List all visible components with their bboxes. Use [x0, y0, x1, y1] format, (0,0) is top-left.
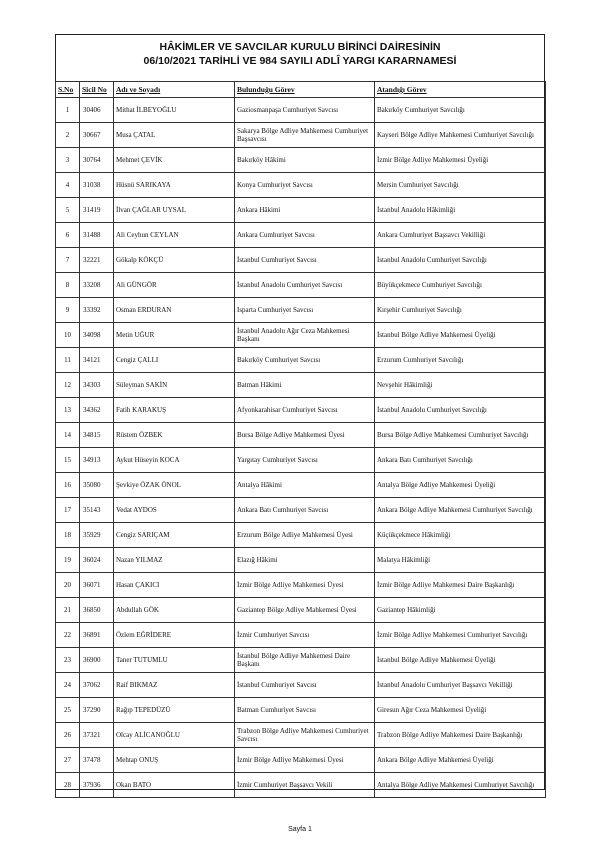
- cell-name: Cengiz ÇALLI: [114, 348, 235, 373]
- cell-current: Erzurum Bölge Adliye Mahkemesi Üyesi: [235, 523, 375, 548]
- cell-no: 10: [56, 323, 80, 348]
- cell-current: Ankara Hâkimi: [235, 198, 375, 223]
- cell-name: Özlem EĞRİDERE: [114, 623, 235, 648]
- cell-no: 11: [56, 348, 80, 373]
- cell-sicil: 36891: [80, 623, 114, 648]
- cell-sicil: 33392: [80, 298, 114, 323]
- cell-no: 3: [56, 148, 80, 173]
- table-row: [56, 623, 546, 648]
- cell-name: Hasan ÇAKICI: [114, 573, 235, 598]
- document-title: [55, 40, 545, 68]
- cell-assigned: Kırşehir Cumhuriyet Savcılığı: [375, 298, 546, 323]
- cell-sicil: 37936: [80, 773, 114, 798]
- cell-current: Yargıtay Cumhuriyet Savcısı: [235, 448, 375, 473]
- cell-current: İstanbul Cumhuriyet Savcısı: [235, 673, 375, 698]
- header-current: Bulunduğu Görev: [235, 82, 375, 98]
- cell-current: Antalya Hâkimi: [235, 473, 375, 498]
- cell-name: Şevkiye ÖZAK ÖNOL: [114, 473, 235, 498]
- header-no: S.No: [56, 82, 80, 98]
- cell-assigned: Ankara Bölge Adliye Mahkemesi Cumhuriyet Savcılığı: [375, 498, 546, 523]
- cell-assigned: Bakırköy Cumhuriyet Savcılığı: [375, 98, 546, 123]
- table-row: [56, 548, 546, 573]
- title-line-1: HÂKİMLER VE SAVCILAR KURULU BİRİNCİ DAİRESİNİN: [159, 41, 441, 53]
- cell-assigned: Mersin Cumhuriyet Savcılığı: [375, 173, 546, 198]
- cell-current: Batman Hâkimi: [235, 373, 375, 398]
- cell-no: 9: [56, 298, 80, 323]
- cell-sicil: 34098: [80, 323, 114, 348]
- cell-current: Sakarya Bölge Adliye Mahkemesi Cumhuriyet Başsavcısı: [235, 123, 375, 148]
- title-line-2: 06/10/2021 TARİHLİ VE 984 SAYILI ADLÎ YARGI KARARNAMESİ: [143, 55, 457, 67]
- cell-no: 1: [56, 98, 80, 123]
- cell-current: Batman Cumhuriyet Savcısı: [235, 698, 375, 723]
- cell-sicil: 31038: [80, 173, 114, 198]
- cell-name: Musa ÇATAL: [114, 123, 235, 148]
- cell-current: Ankara Batı Cumhuriyet Savcısı: [235, 498, 375, 523]
- table-row: [56, 448, 546, 473]
- cell-current: İzmir Cumhuriyet Başsavcı Vekili: [235, 773, 375, 798]
- cell-no: 8: [56, 273, 80, 298]
- cell-name: Okan BATO: [114, 773, 235, 798]
- table-row: [56, 398, 546, 423]
- cell-assigned: İzmir Bölge Adliye Mahkemesi Cumhuriyet Savcılığı: [375, 623, 546, 648]
- cell-sicil: 32221: [80, 248, 114, 273]
- cell-sicil: 36850: [80, 598, 114, 623]
- cell-name: Ali GÜNGÖR: [114, 273, 235, 298]
- table-row: [56, 373, 546, 398]
- table-header-row: [56, 82, 546, 98]
- cell-assigned: Trabzon Bölge Adliye Mahkemesi Daire Başkanlığı: [375, 723, 546, 748]
- cell-assigned: İstanbul Bölge Adliye Mahkemesi Üyeliği: [375, 648, 546, 673]
- cell-name: Mithat İLBEYOĞLU: [114, 98, 235, 123]
- cell-assigned: Küçükçekmece Hâkimliği: [375, 523, 546, 548]
- cell-no: 2: [56, 123, 80, 148]
- cell-no: 27: [56, 748, 80, 773]
- cell-no: 23: [56, 648, 80, 673]
- cell-sicil: 34815: [80, 423, 114, 448]
- cell-no: 17: [56, 498, 80, 523]
- table-row: [56, 523, 546, 548]
- table-row: [56, 573, 546, 598]
- cell-name: Mehmet ÇEVİK: [114, 148, 235, 173]
- cell-assigned: Malatya Hâkimliği: [375, 548, 546, 573]
- cell-assigned: Ankara Bölge Adliye Mahkemesi Üyeliği: [375, 748, 546, 773]
- table-row: [56, 173, 546, 198]
- table-row: [56, 298, 546, 323]
- table-row: [56, 598, 546, 623]
- cell-name: Hüsnü SARIKAYA: [114, 173, 235, 198]
- cell-assigned: İzmir Bölge Adliye Mahkemesi Daire Başkanlığı: [375, 573, 546, 598]
- cell-name: Osman ERDURAN: [114, 298, 235, 323]
- cell-no: 14: [56, 423, 80, 448]
- table-row: [56, 473, 546, 498]
- header-assigned: Atandığı Görev: [375, 82, 546, 98]
- cell-assigned: İstanbul Anadolu Hâkimliği: [375, 198, 546, 223]
- table-row: [56, 123, 546, 148]
- cell-assigned: Bursa Bölge Adliye Mahkemesi Cumhuriyet Savcılığı: [375, 423, 546, 448]
- cell-current: Bakırköy Hâkimi: [235, 148, 375, 173]
- cell-sicil: 31419: [80, 198, 114, 223]
- cell-sicil: 36900: [80, 648, 114, 673]
- cell-current: Konya Cumhuriyet Savcısı: [235, 173, 375, 198]
- cell-sicil: 35143: [80, 498, 114, 523]
- cell-sicil: 30764: [80, 148, 114, 173]
- table-row: [56, 223, 546, 248]
- cell-current: Ankara Cumhuriyet Savcısı: [235, 223, 375, 248]
- cell-sicil: 31488: [80, 223, 114, 248]
- cell-assigned: Kayseri Bölge Adliye Mahkemesi Cumhuriyet Savcılığı: [375, 123, 546, 148]
- cell-current: İzmir Bölge Adliye Mahkemesi Üyesi: [235, 748, 375, 773]
- cell-assigned: Giresun Ağır Ceza Mahkemesi Üyeliği: [375, 698, 546, 723]
- cell-current: Isparta Cumhuriyet Savcısı: [235, 298, 375, 323]
- table-row: [56, 773, 546, 798]
- cell-sicil: 30406: [80, 98, 114, 123]
- table-row: [56, 673, 546, 698]
- cell-assigned: Ankara Cumhuriyet Başsavcı Vekilliği: [375, 223, 546, 248]
- cell-assigned: Gaziantep Hâkimliği: [375, 598, 546, 623]
- table-row: [56, 748, 546, 773]
- cell-current: İzmir Bölge Adliye Mahkemesi Üyesi: [235, 573, 375, 598]
- cell-current: İstanbul Bölge Adliye Mahkemesi Daire Başkanı: [235, 648, 375, 673]
- cell-current: Trabzon Bölge Adliye Mahkemesi Cumhuriyet Savcısı: [235, 723, 375, 748]
- table-row: [56, 148, 546, 173]
- cell-name: Mehtap ONUŞ: [114, 748, 235, 773]
- cell-no: 21: [56, 598, 80, 623]
- cell-name: Süleyman SAKİN: [114, 373, 235, 398]
- table-row: [56, 348, 546, 373]
- cell-name: Aykut Hüseyin KOCA: [114, 448, 235, 473]
- cell-sicil: 34913: [80, 448, 114, 473]
- page-footer: Sayfa 1: [288, 826, 312, 833]
- cell-name: İlvan ÇAĞLAR UYSAL: [114, 198, 235, 223]
- cell-assigned: Antalya Bölge Adliye Mahkemesi Üyeliği: [375, 473, 546, 498]
- cell-no: 25: [56, 698, 80, 723]
- cell-name: Rağıp TEPEDÜZÜ: [114, 698, 235, 723]
- table-row: [56, 98, 546, 123]
- header-sicil: Sicil No: [80, 82, 114, 98]
- cell-current: İstanbul Anadolu Cumhuriyet Savcısı: [235, 273, 375, 298]
- cell-name: Olcay ALİCANOĞLU: [114, 723, 235, 748]
- cell-sicil: 37062: [80, 673, 114, 698]
- cell-no: 26: [56, 723, 80, 748]
- cell-sicil: 33208: [80, 273, 114, 298]
- cell-no: 22: [56, 623, 80, 648]
- cell-no: 18: [56, 523, 80, 548]
- cell-sicil: 35929: [80, 523, 114, 548]
- cell-sicil: 37290: [80, 698, 114, 723]
- table-row: [56, 723, 546, 748]
- cell-no: 24: [56, 673, 80, 698]
- appointments-table: [55, 81, 546, 798]
- cell-sicil: 34362: [80, 398, 114, 423]
- cell-no: 7: [56, 248, 80, 273]
- cell-no: 6: [56, 223, 80, 248]
- cell-no: 13: [56, 398, 80, 423]
- table-row: [56, 423, 546, 448]
- cell-assigned: Nevşehir Hâkimliği: [375, 373, 546, 398]
- cell-sicil: 36024: [80, 548, 114, 573]
- cell-sicil: 35080: [80, 473, 114, 498]
- table-row: [56, 498, 546, 523]
- table-row: [56, 198, 546, 223]
- cell-no: 19: [56, 548, 80, 573]
- cell-assigned: Ankara Batı Cumhuriyet Savcılığı: [375, 448, 546, 473]
- cell-no: 28: [56, 773, 80, 798]
- table-row: [56, 698, 546, 723]
- cell-no: 5: [56, 198, 80, 223]
- cell-assigned: Antalya Bölge Adliye Mahkemesi Cumhuriyet Savcılığı: [375, 773, 546, 798]
- cell-no: 16: [56, 473, 80, 498]
- table-row: [56, 323, 546, 348]
- cell-name: Vedat AYDOS: [114, 498, 235, 523]
- cell-assigned: İstanbul Anadolu Cumhuriyet Başsavcı Vekilliği: [375, 673, 546, 698]
- cell-current: Bursa Bölge Adliye Mahkemesi Üyesi: [235, 423, 375, 448]
- cell-current: Bakırköy Cumhuriyet Savcısı: [235, 348, 375, 373]
- cell-assigned: Erzurum Cumhuriyet Savcılığı: [375, 348, 546, 373]
- cell-no: 15: [56, 448, 80, 473]
- cell-current: İstanbul Anadolu Ağır Ceza Mahkemesi Başkanı: [235, 323, 375, 348]
- cell-name: Taner TUTUMLU: [114, 648, 235, 673]
- cell-current: Afyonkarahisar Cumhuriyet Savcısı: [235, 398, 375, 423]
- cell-name: Rüstem ÖZBEK: [114, 423, 235, 448]
- cell-sicil: 37321: [80, 723, 114, 748]
- cell-name: Cengiz SARIÇAM: [114, 523, 235, 548]
- table-row: [56, 648, 546, 673]
- cell-name: Ali Ceyhun CEYLAN: [114, 223, 235, 248]
- cell-assigned: İzmir Bölge Adliye Mahkemesi Üyeliği: [375, 148, 546, 173]
- cell-assigned: Büyükçekmece Cumhuriyet Savcılığı: [375, 273, 546, 298]
- cell-no: 4: [56, 173, 80, 198]
- cell-name: Raif BIKMAZ: [114, 673, 235, 698]
- cell-name: Fatih KARAKUŞ: [114, 398, 235, 423]
- cell-no: 12: [56, 373, 80, 398]
- cell-name: Gökalp KÖKÇÜ: [114, 248, 235, 273]
- header-name: Adı ve Soyadı: [114, 82, 235, 98]
- cell-current: İstanbul Cumhuriyet Savcısı: [235, 248, 375, 273]
- cell-sicil: 30667: [80, 123, 114, 148]
- cell-assigned: İstanbul Anadolu Cumhuriyet Savcılığı: [375, 398, 546, 423]
- cell-name: Metin UĞUR: [114, 323, 235, 348]
- cell-sicil: 36071: [80, 573, 114, 598]
- cell-assigned: İstanbul Anadolu Cumhuriyet Savcılığı: [375, 248, 546, 273]
- cell-current: Gaziantep Bölge Adliye Mahkemesi Üyesi: [235, 598, 375, 623]
- cell-sicil: 34121: [80, 348, 114, 373]
- cell-assigned: İstanbul Bölge Adliye Mahkemesi Üyeliği: [375, 323, 546, 348]
- table-row: [56, 248, 546, 273]
- cell-no: 20: [56, 573, 80, 598]
- cell-current: İzmir Cumhuriyet Savcısı: [235, 623, 375, 648]
- table-row: [56, 273, 546, 298]
- cell-sicil: 34303: [80, 373, 114, 398]
- cell-sicil: 37478: [80, 748, 114, 773]
- cell-current: Gaziosmanpaşa Cumhuriyet Savcısı: [235, 98, 375, 123]
- cell-name: Abdullah GÖK: [114, 598, 235, 623]
- cell-name: Nazan YILMAZ: [114, 548, 235, 573]
- cell-current: Elazığ Hâkimi: [235, 548, 375, 573]
